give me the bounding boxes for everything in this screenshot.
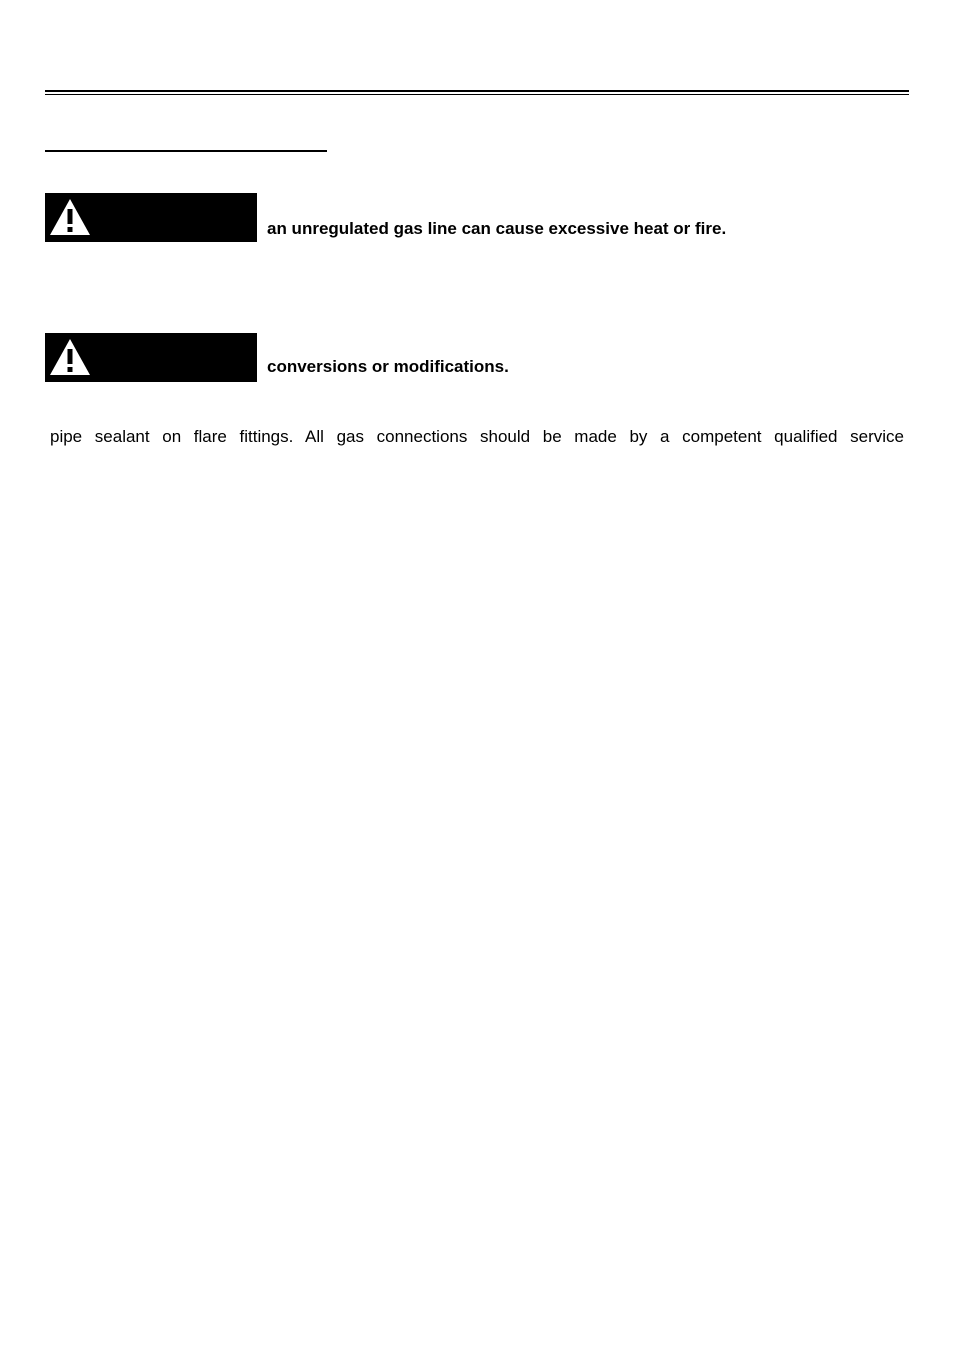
- warning-text-2: conversions or modifications.: [267, 357, 509, 376]
- section-heading-underline: [45, 150, 327, 152]
- warning-banner-2: [45, 333, 257, 382]
- header-rule-thin: [45, 94, 909, 95]
- body-paragraph-line: pipe sealant on flare fittings. All gas connections should be made by a competent qualified service: [50, 427, 904, 446]
- warning-text-1: an unregulated gas line can cause excessive heat or fire.: [267, 219, 727, 238]
- header-rule-thick: [45, 90, 909, 92]
- warning-banner-1: [45, 193, 257, 242]
- warning-triangle-icon: [48, 337, 92, 377]
- warning-triangle-icon: [48, 197, 92, 237]
- header-double-rule: [45, 90, 909, 96]
